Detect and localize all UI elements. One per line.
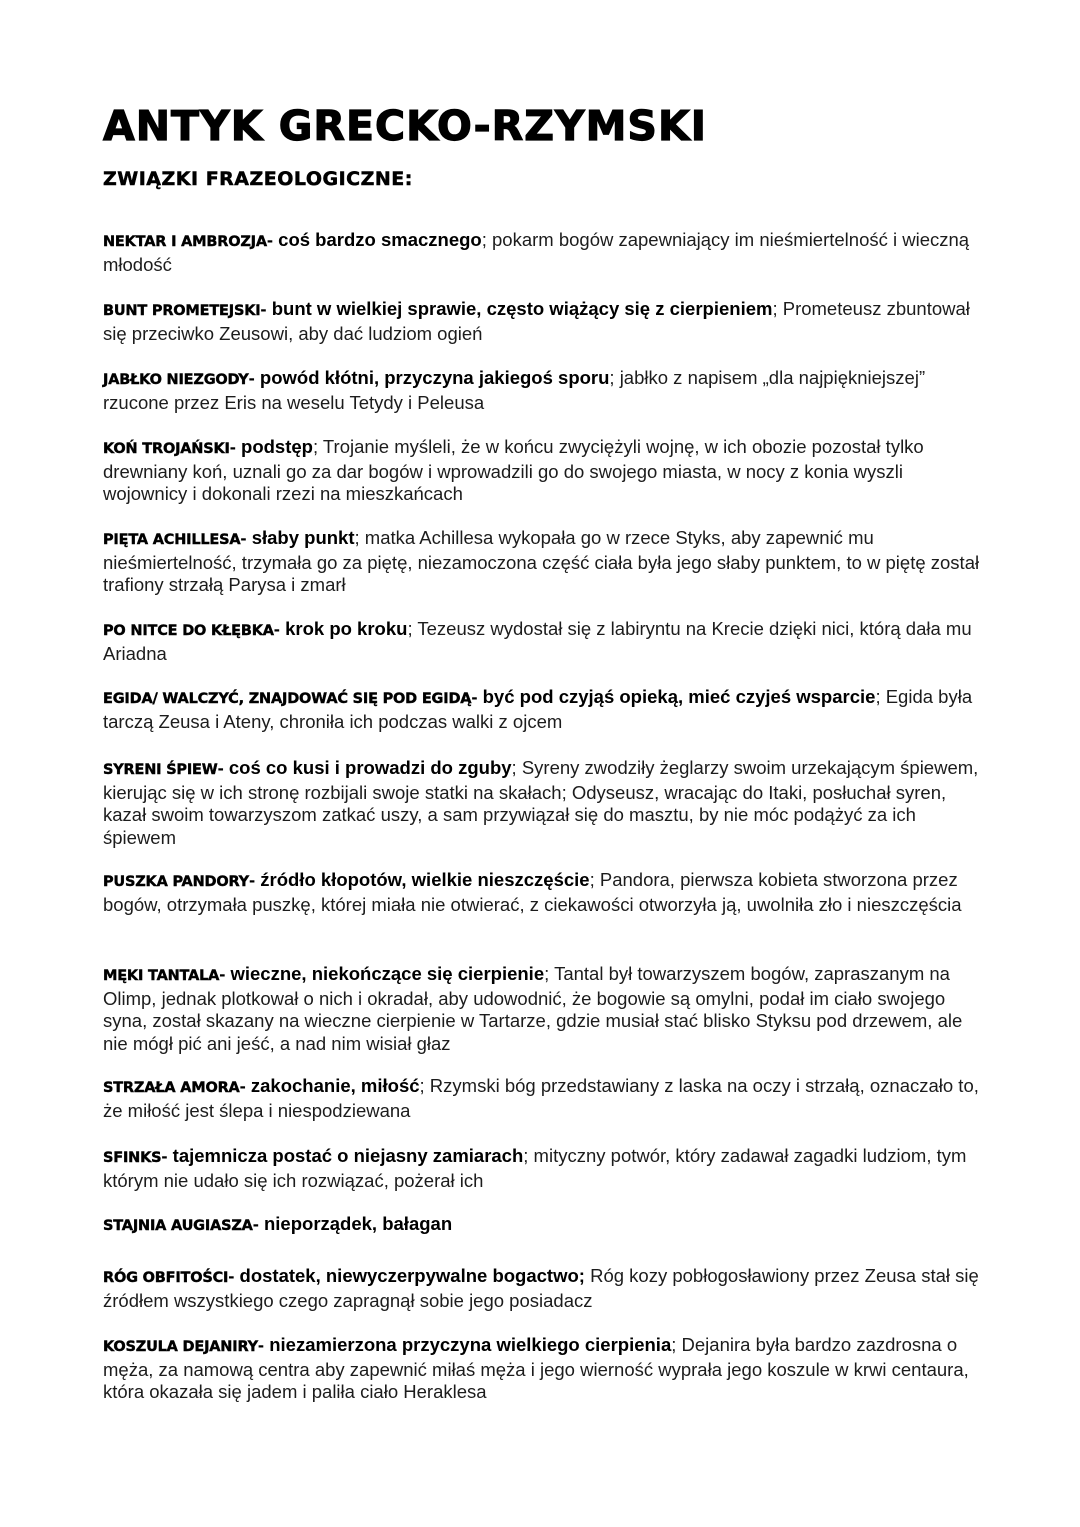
entry-term: JABŁKO NIEZGODY [103, 372, 249, 388]
entry-rog-obfitosci [103, 1265, 983, 1312]
entry-stajnia-augiasza [103, 1213, 983, 1238]
entry-bunt-prometejski [103, 298, 983, 345]
entry-explanation: ; Syreny zwodziły żeglarzy swoim urzekającym śpiewem, kierując się w ich stronę rozbijali swoje statki na skałach; Odyseusz, wracając do Itaki, posłuchał syren, kazał swoim towarzyszom zatkać uszy, a sam przywiązał się do masztu, by nie móc podążyć za ich śpiewem [103, 757, 979, 848]
entry-meaning: - dostatek, niewyczerpywalne bogactwo; [228, 1265, 585, 1286]
entry-term: NEKTAR I AMBROZJA [103, 234, 267, 250]
entry-puszka-pandory [103, 869, 983, 916]
entry-meaning: - niezamierzona przyczyna wielkiego cierpienia [257, 1334, 672, 1355]
entry-term: EGIDA/ WALCZYĆ, ZNAJDOWAĆ SIĘ POD EGIDĄ [103, 691, 472, 707]
entry-koszula-dejaniry [103, 1334, 983, 1404]
entry-explanation: ; Tantal był towarzyszem bogów, zapraszanym na Olimp, jednak plotkował o nich i okradał, aby udowodnić, że bogowie są omylni, podał im ciało swojego syna, został skazany na wieczne cierpienie w Tartarze, gdzie musiał stać blisko Styksu pod drzewem, ale nie mógł pić ani jeść, a nad nim wisiał głaz [103, 963, 963, 1054]
entry-po-nitce-do-klebka [103, 618, 983, 665]
entry-term: SFINKS [103, 1150, 162, 1166]
entry-explanation: ; pokarm bogów zapewniający im nieśmiertelność i wieczną młodość [103, 229, 970, 275]
entry-term: PIĘTA ACHILLESA [103, 532, 241, 548]
entry-term: KOŃ TROJAŃSKI [103, 441, 230, 457]
entry-egida [103, 686, 983, 733]
entry-term: SYRENI ŚPIEW [103, 762, 218, 778]
entry-meaning: - coś bardzo smacznego [266, 229, 482, 250]
entry-explanation: ; matka Achillesa wykopała go w rzece Styks, aby zapewnić mu nieśmiertelność, trzymała go za piętę, niezamoczona część ciała była jego słaby punktem, to w piętę został trafiony strzałą Parysa i zmarł [103, 527, 980, 595]
entry-term: KOSZULA DEJANIRY [103, 1339, 258, 1355]
entry-term: RÓG OBFITOŚCI [103, 1270, 229, 1286]
entry-explanation: ; Pandora, pierwsza kobieta stworzona przez bogów, otrzymała puszkę, której miała nie otwierać, z ciekawości otworzyła ją, uwolniła zło i nieszczęścia [103, 869, 962, 915]
entry-meaning: - wieczne, niekończące się cierpienie [219, 963, 545, 984]
entry-meaning: - bunt w wielkiej sprawie, często wiążący się z cierpieniem [260, 298, 773, 319]
entry-term: STRZAŁA AMORA [103, 1080, 240, 1096]
entry-strzala-amora [103, 1075, 983, 1122]
entry-explanation: ; Trojanie myśleli, że w końcu zwyciężyli wojnę, w ich obozie pozostał tylko drewniany koń, uznali go za dar bogów i wprowadzili go do swojego miasta, w nocy z konia wyszli wojownicy i dokonali rzezi na mieszkańcach [103, 436, 924, 504]
entry-meaning: - powód kłótni, przyczyna jakiegoś sporu [248, 367, 610, 388]
entry-kon-trojanski [103, 436, 983, 506]
entry-meaning: - coś co kusi i prowadzi do zguby [217, 757, 512, 778]
entry-term: BUNT PROMETEJSKI [103, 303, 261, 319]
entry-explanation: ; Tezeusz wydostał się z labiryntu na Krecie dzięki nici, którą dała mu Ariadna [103, 618, 972, 664]
entry-explanation: ; Egida była tarczą Zeusa i Ateny, chroniła ich podczas walki z ojcem [103, 686, 973, 732]
entry-explanation: Róg kozy pobłogosławiony przez Zeusa stał się źródłem wszystkiego czego zapragnął sobie jego posiadacz [103, 1265, 979, 1311]
entry-sfinks [103, 1145, 983, 1192]
section-subtitle: ZWIĄZKI FRAZEOLOGICZNE: [103, 168, 413, 190]
entry-term: MĘKI TANTALA [103, 968, 220, 984]
entry-explanation: ; Dejanira była bardzo zazdrosna o męża, za namową centra aby zapewnić miłaś męża i jego wierność wyprała jego koszule w krwi centaura, która okazała się jadem i paliła ciało Heraklesa [103, 1334, 969, 1402]
entry-meaning: - krok po kroku [273, 618, 408, 639]
entry-meaning: - być pod czyjąś opieką, mieć czyjeś wsparcie [471, 686, 876, 707]
entry-explanation: ; jabłko z napisem „dla najpiękniejszej” rzucone przez Eris na weselu Tetydy i Peleusa [103, 367, 926, 413]
entry-meaning: - zakochanie, miłość [239, 1075, 420, 1096]
entry-syreni-spiew [103, 757, 983, 849]
entry-explanation: ; Prometeusz zbuntował się przeciwko Zeusowi, aby dać ludziom ogień [103, 298, 970, 344]
entry-jablko-niezgody [103, 367, 983, 414]
entry-pieta-achillesa [103, 527, 983, 597]
entry-meki-tantala [103, 963, 983, 1055]
entry-explanation: ; Rzymski bóg przedstawiany z laska na oczy i strzałą, oznaczało to, że miłość jest ślepa i niespodziewana [103, 1075, 979, 1121]
entry-term: STAJNIA AUGIASZA [103, 1218, 253, 1234]
entry-term: PO NITCE DO KŁĘBKA [103, 623, 274, 639]
entry-meaning: - słaby punkt [240, 527, 355, 548]
entry-meaning: - tajemnicza postać o niejasny zamiarach [161, 1145, 524, 1166]
entry-nektar-i-ambrozja [103, 229, 983, 276]
entry-meaning: - źródło kłopotów, wielkie nieszczęście [248, 869, 590, 890]
entry-meaning: - podstęp [229, 436, 313, 457]
entry-meaning: - nieporządek, bałagan [252, 1213, 453, 1234]
entry-term: PUSZKA PANDORY [103, 874, 249, 890]
page-title: ANTYK GRECKO-RZYMSKI [103, 102, 707, 150]
entry-explanation: ; mityczny potwór, który zadawał zagadki ludziom, tym którym nie udało się ich rozwiązać, pożerał ich [103, 1145, 967, 1191]
